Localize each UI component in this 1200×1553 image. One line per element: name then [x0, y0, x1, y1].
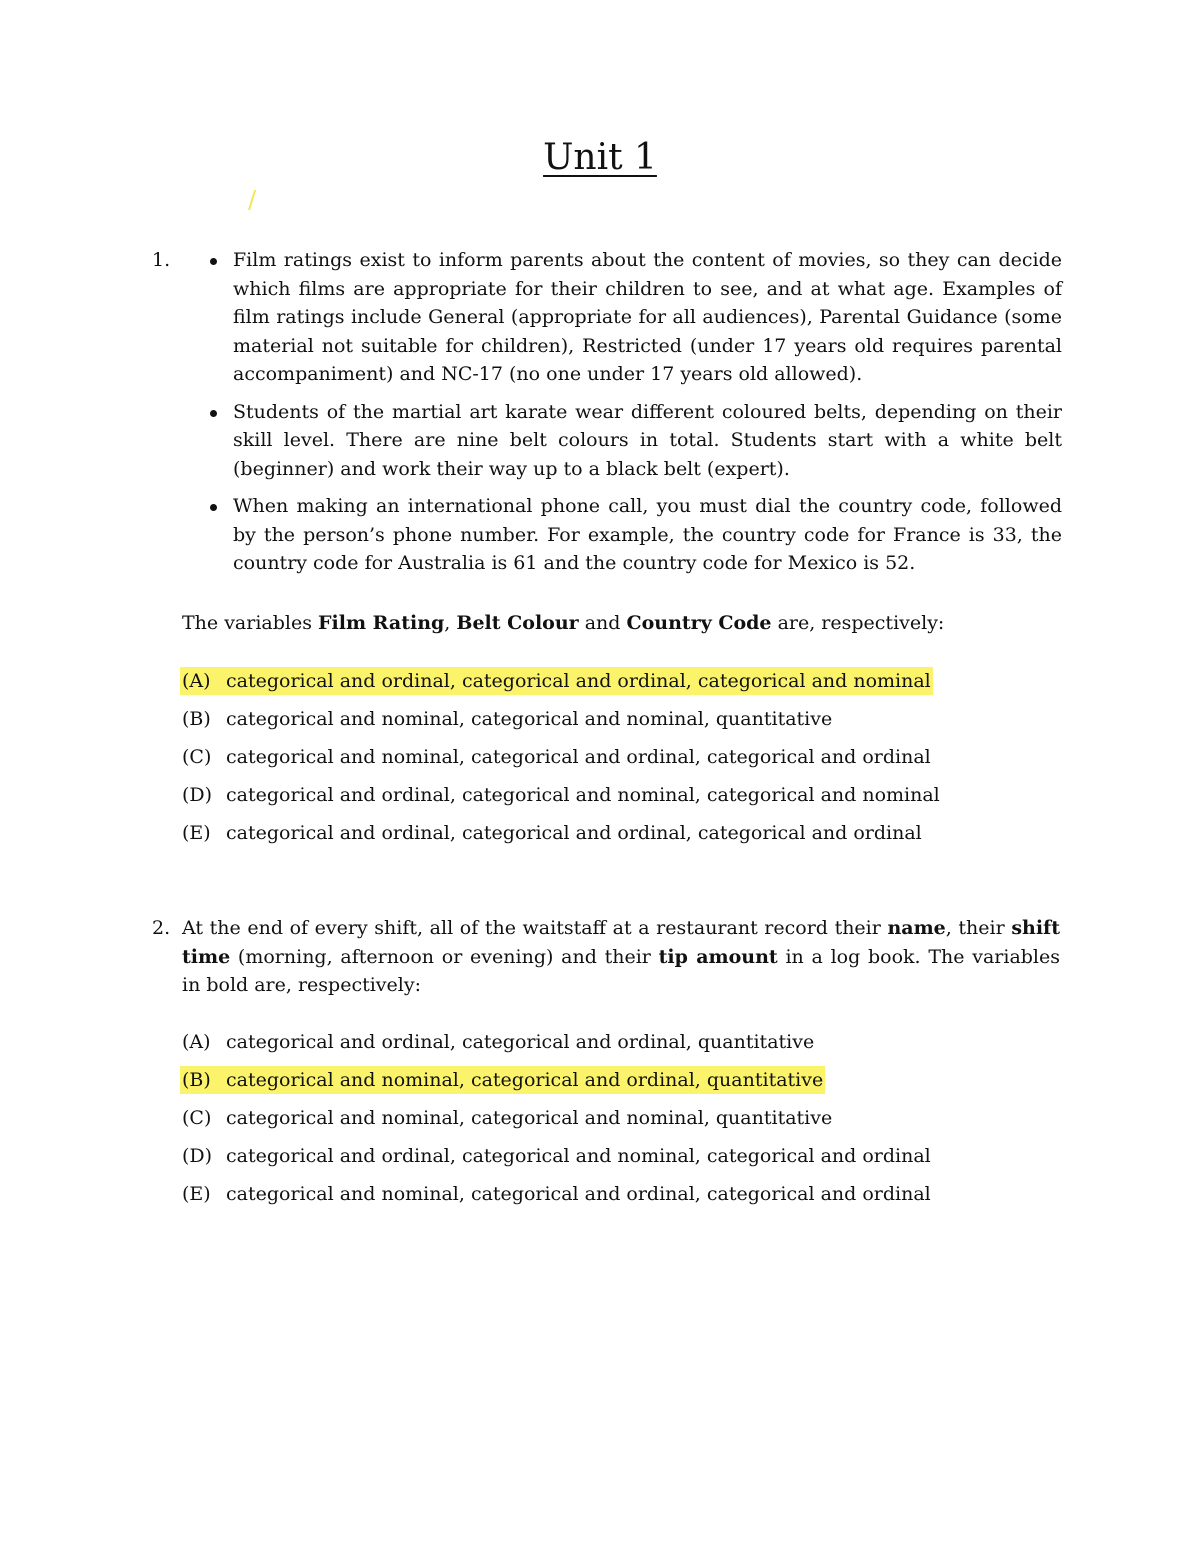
- bullet-film-ratings: Film ratings exist to inform parents about the content of movies, so they can decide which films are appropriate for their children to see, and at what age. Examples of film ratings include General (appropriate for all audiences), Parental Guidance (some material not suitable for children), Restricted (under 17 years old requires parental accompaniment) and NC-17 (no one under 17 years old allowed).: [204, 246, 1062, 389]
- answer-options: [180, 1028, 933, 1218]
- answer-highlight: (A) categorical and ordinal, categorical and ordinal, categorical and nominal: [180, 667, 933, 695]
- option-e[interactable]: (E) categorical and ordinal, categorical and ordinal, categorical and ordinal: [182, 822, 922, 844]
- bullet-country-codes: When making an international phone call, you must dial the country code, followed by the person’s phone number. For example, the country code for France is 33, the country code for Australia is 61 and the country code for Mexico is 52.: [204, 492, 1062, 578]
- option-a[interactable]: (A) categorical and ordinal, categorical and ordinal, quantitative: [182, 1031, 815, 1053]
- question-number: 1.: [152, 249, 171, 271]
- option-b[interactable]: (B) categorical and nominal, categorical and nominal, quantitative: [182, 708, 833, 730]
- bullet-icon: [210, 258, 217, 265]
- bullet-karate-belts: Students of the martial art karate wear different coloured belts, depending on their skill level. There are nine belt colours in total. Students start with a white belt (beginner) and work their way up to a black belt (expert).: [204, 398, 1062, 484]
- context-bullet-list: [204, 246, 1062, 587]
- page-title: Unit 1: [543, 137, 657, 178]
- question-stem: At the end of every shift, all of the waitstaff at a restaurant record their name, their shift time (morning, afternoon or evening) and their tip amount in a log book. The variables in bold are, respectively:: [182, 917, 1061, 996]
- answer-options: [180, 667, 942, 857]
- question-number: 2.: [152, 917, 171, 939]
- option-a[interactable]: [180, 667, 942, 705]
- annotation-mark: /: [248, 186, 257, 214]
- answer-highlight: (B) categorical and nominal, categorical and ordinal, quantitative: [180, 1066, 825, 1094]
- option-d[interactable]: (D) categorical and ordinal, categorical and nominal, categorical and nominal: [182, 784, 940, 806]
- option-b[interactable]: [180, 1066, 933, 1104]
- bullet-icon: [210, 504, 217, 511]
- bullet-icon: [210, 410, 217, 417]
- option-d[interactable]: (D) categorical and ordinal, categorical and nominal, categorical and ordinal: [182, 1145, 931, 1167]
- option-e[interactable]: (E) categorical and nominal, categorical and ordinal, categorical and ordinal: [182, 1183, 931, 1205]
- option-c[interactable]: (C) categorical and nominal, categorical and ordinal, categorical and ordinal: [182, 746, 931, 768]
- question-stem: The variables Film Rating, Belt Colour and Country Code are, respectively:: [182, 612, 945, 634]
- option-c[interactable]: (C) categorical and nominal, categorical and nominal, quantitative: [182, 1107, 833, 1129]
